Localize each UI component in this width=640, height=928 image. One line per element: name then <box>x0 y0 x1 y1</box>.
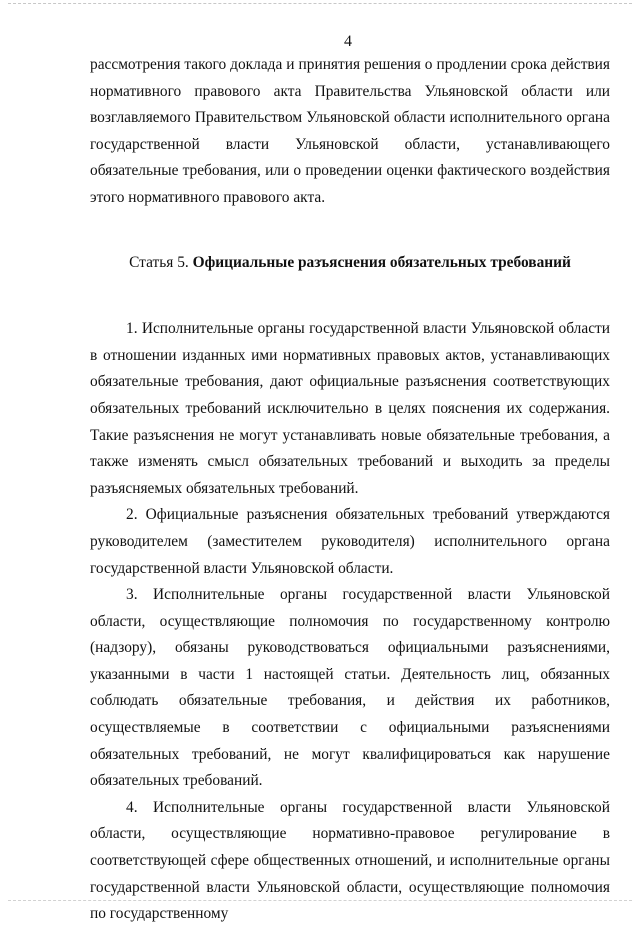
article-prefix: Статья 5. <box>129 253 189 271</box>
article-title: Официальные разъяснения обязательных требований <box>192 253 571 271</box>
paragraph-4: 4. Исполнительные органы государственной власти Ульяновской области, осуществляющие нормативно-правовое регулирование в соответствующей сфере общественных отношений, и исполнительные органы государственной власти Ульяновской области, осуществляющие полномочия по государственному <box>90 798 610 923</box>
paragraph-3: 3. Исполнительные органы государственной власти Ульяновской области, осуществляющие полномочия по государственному контролю (надзору), обязаны руководствоваться официальными разъяснениями, указанными в части 1 настоящей статьи. Деятельность лиц, обязанных соблюдать обязательные требования, и действия их работников, осуществляемые в соответствии с официальными разъяснениями обязательных требований, не могут квалифицироваться как нарушение обязательных требований. <box>90 586 610 790</box>
page-number: 4 <box>344 33 352 50</box>
paragraph-2: 2. Официальные разъяснения обязательных требований утверждаются руководителем (заместителем руководителя) исполнительного органа государственной власти Ульяновской области. <box>90 506 610 577</box>
article-heading <box>90 250 610 277</box>
intro-paragraph: рассмотрения такого доклада и принятия решения о продлении срока действия нормативного правового акта Правительства Ульяновской области или возглавляемого Правительством Ульяновской области исполнительного органа государственной власти Ульяновской области, устанавливающего обязательные требования, или о проведении оценки фактического воздействия этого нормативного правового акта. <box>90 56 610 206</box>
page-border-top <box>8 3 632 4</box>
page-border-bottom <box>8 900 632 901</box>
paragraph-1: 1. Исполнительные органы государственной власти Ульяновской области в отношении изданных ими нормативных правовых актов, устанавливающих обязательные требования, дают официальные разъяснения соответствующих обязательных требований исключительно в целях пояснения их содержания. Такие разъяснения не могут устанавливать новые обязательные требования, а также изменять смысл обязательных требований и выходить за пределы разъясняемых обязательных требований. <box>90 320 610 497</box>
document-body <box>90 52 610 928</box>
